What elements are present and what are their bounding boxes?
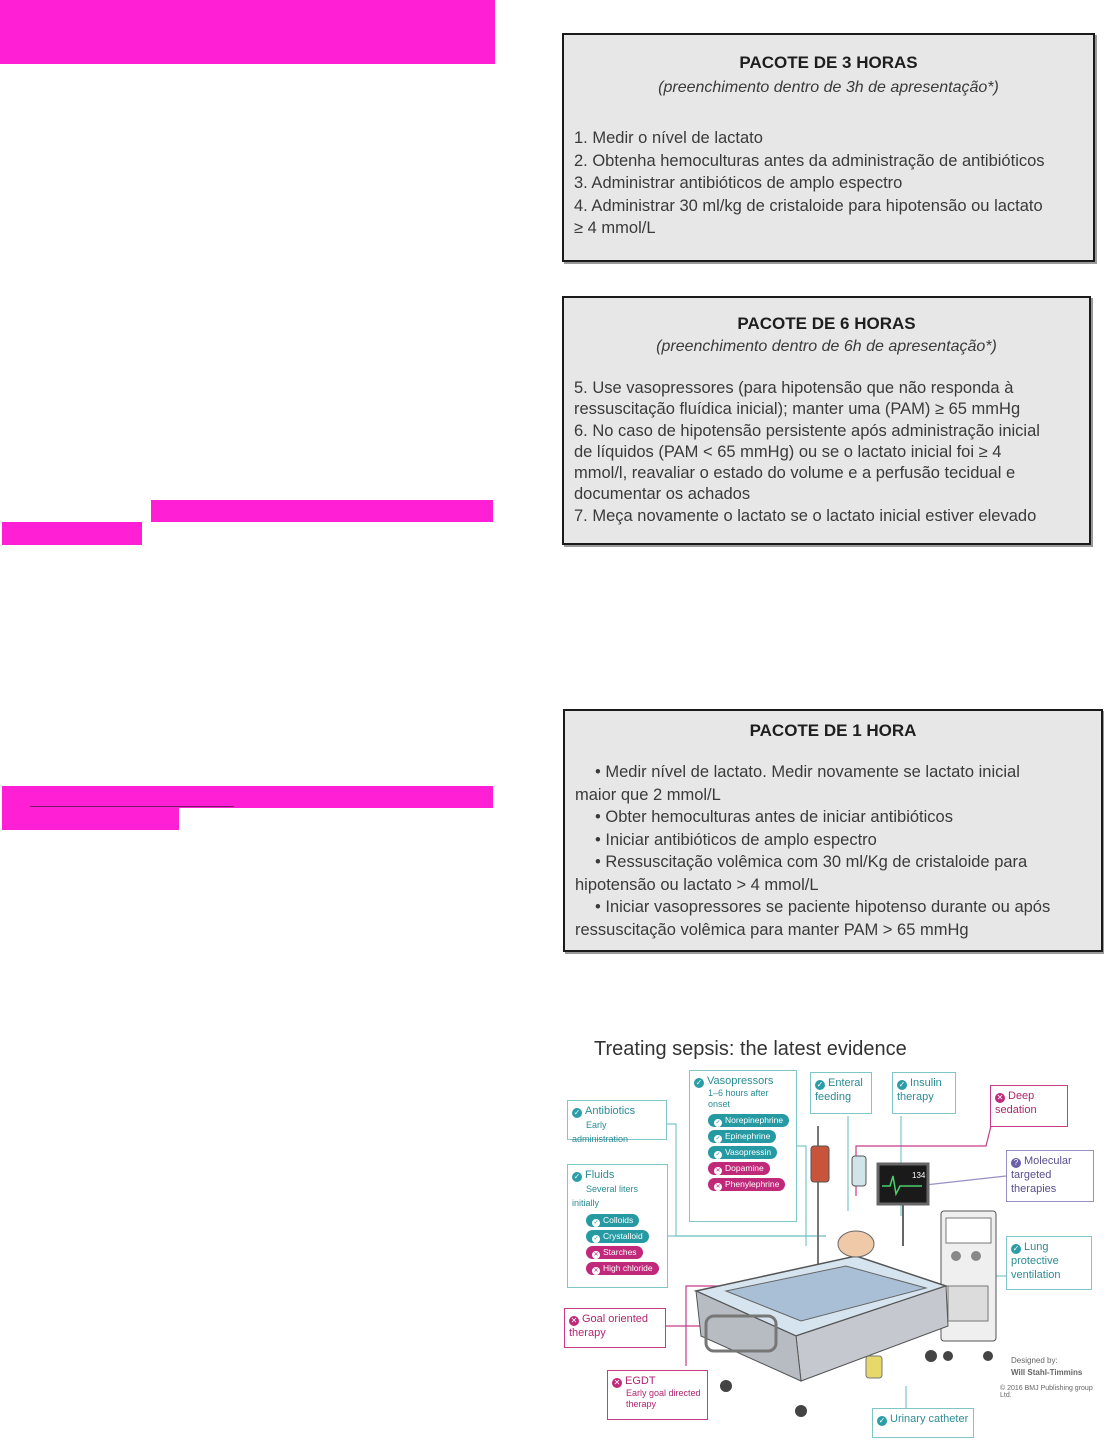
bundle-3h-title: PACOTE DE 3 HORAS (739, 53, 918, 72)
check-icon: ✓ (695, 1078, 703, 1087)
bundle-1h-line: • Iniciar vasopressores se paciente hipotenso durante ou após (595, 898, 1051, 916)
card-insulin-therapy (892, 1072, 956, 1114)
bundle-6h-line: 7. Meça novamente o lactato se o lactato inicial estiver elevado (574, 506, 1037, 525)
egdt-label: EGDT (625, 1375, 656, 1387)
bundle-6h-line: 6. No caso de hipotensão persistente após administração inicial (574, 421, 1040, 440)
bundle-1h-line: hipotensão ou lactato > 4 mmol/L (575, 875, 819, 894)
bundle-1h-line: • Medir nível de lactato. Medir novamente se lactato inicial (595, 763, 1020, 781)
pill-colloids: ✓ Colloids (586, 1214, 639, 1227)
bundle-1h-line: ressuscitação volêmica para manter PAM > 65 mmHg (575, 920, 969, 939)
bundle-6h-line: documentar os achados (574, 485, 751, 504)
bundle-3h-line: ≥ 4 mmol/L (574, 219, 656, 237)
fluids-sub: Several liters initially (572, 1184, 639, 1208)
highlight-bar-2a (2, 786, 493, 808)
monitor-value: 134 (912, 1171, 926, 1180)
card-fluids (567, 1164, 668, 1288)
credit-designed-by: Designed by: (1011, 1356, 1058, 1365)
enteral-label: Enteral feeding (815, 1077, 863, 1103)
check-icon: ✓ (878, 1416, 886, 1425)
question-icon: ? (1011, 1158, 1021, 1168)
egdt-sub: Early goal directed therapy (626, 1388, 701, 1409)
bundle-3h-line: 4. Administrar 30 ml/kg de cristaloide para hipotensão ou lactato (574, 196, 1043, 215)
check-icon: ✓ (898, 1080, 906, 1089)
pill-vasopressin: ✓ Vasopressin (708, 1146, 777, 1159)
cross-icon: ✕ (593, 1268, 599, 1274)
bundle-3h-lines (564, 127, 1093, 240)
cross-icon: ✕ (570, 1316, 578, 1325)
cross-icon: ✕ (715, 1184, 721, 1190)
card-antibiotics (567, 1100, 667, 1144)
infographic-title: Treating sepsis: the latest evidence (594, 1038, 907, 1060)
cross-icon: ✕ (613, 1378, 621, 1387)
card-egdt (607, 1370, 708, 1420)
bundle-6h-line: ressuscitação fluídica inicial); manter uma (PAM) ≥ 65 mmHg (574, 400, 1021, 419)
bundle-3h-line: 1. Medir o nível de lactato (574, 129, 763, 147)
check-icon: ✓ (1012, 1244, 1020, 1253)
check-icon: ✓ (715, 1136, 721, 1142)
lung-label: Lung protective ventilation (1011, 1241, 1061, 1281)
sepsis-infographic (556, 1036, 1096, 1442)
check-icon: ✓ (593, 1220, 599, 1226)
bundle-3h-line: 3. Administrar antibióticos de amplo espectro (574, 174, 903, 192)
check-icon: ✓ (573, 1108, 581, 1117)
bundle-3h-subtitle: (preenchimento dentro de 3h de apresentação*) (658, 79, 999, 96)
check-icon: ✓ (816, 1080, 824, 1089)
bundle-6h-line: mmol/l, reavaliar o estado do volume e a perfusão tecidual e (574, 464, 1016, 483)
insulin-label: Insulin therapy (897, 1077, 942, 1103)
fluids-label: Fluids (585, 1169, 615, 1181)
deep-sedation-label: Deep sedation (995, 1090, 1037, 1116)
molecular-label: Molecular targeted therapies (1011, 1155, 1072, 1195)
bundle-6h-line: de líquidos (PAM < 65 mmHg) ou se o lactato inicial foi ≥ 4 (574, 442, 1002, 461)
cross-icon: ✕ (593, 1252, 599, 1258)
header-highlight-bar (0, 0, 495, 64)
cross-icon: ✕ (996, 1093, 1004, 1102)
pill-norepinephrine: ✓ Norepinephrine (708, 1114, 789, 1127)
bundle-3h-line: 2. Obtenha hemoculturas antes da administração de antibióticos (574, 151, 1045, 170)
pill-dopamine: ✕ Dopamine (708, 1162, 770, 1175)
card-deep-sedation (990, 1085, 1068, 1127)
card-enteral-feeding (810, 1072, 872, 1114)
highlight-bar-1b (2, 522, 142, 545)
cross-icon: ✕ (715, 1168, 721, 1174)
vasopressors-sub: 1–6 hours after onset (708, 1088, 769, 1109)
bundle-6h-title: PACOTE DE 6 HORAS (737, 314, 916, 333)
card-goal-oriented-therapy (564, 1308, 666, 1348)
bundle-6h-lines (564, 378, 1089, 527)
bundle-1h-line: maior que 2 mmol/L (575, 785, 721, 804)
antibiotics-sub: Early administration (572, 1120, 629, 1144)
pill-epinephrine: ✓ Epinephrine (708, 1130, 776, 1143)
bundle-6h-box (562, 296, 1091, 545)
bundle-1h-line: • Iniciar antibióticos de amplo espectro (595, 830, 877, 849)
pill-phenylephrine: ✕ Phenylephrine (708, 1178, 785, 1191)
pill-starches: ✕ Starches (586, 1246, 643, 1259)
bundle-1h-line: • Ressuscitação volêmica com 30 ml/Kg de cristaloide para (595, 853, 1028, 871)
antibiotics-label: Antibiotics (585, 1105, 636, 1117)
vasopressors-label: Vasopressors (707, 1075, 774, 1087)
check-icon: ✓ (715, 1120, 721, 1126)
pill-crystalloid: ✓ Crystalloid (586, 1230, 649, 1243)
credit-designer: Will Stahl-Timmins (1011, 1368, 1083, 1377)
goal-label: Goal oriented therapy (569, 1313, 649, 1339)
highlight-underline (30, 806, 234, 807)
bundle-1h-title: PACOTE DE 1 HORA (749, 721, 917, 740)
card-vasopressors (689, 1070, 797, 1222)
highlight-bar-1a (151, 500, 493, 522)
card-urinary-catheter (872, 1408, 974, 1438)
card-lung-ventilation (1006, 1236, 1092, 1290)
card-molecular-therapies (1006, 1150, 1094, 1202)
bundle-1h-box (563, 709, 1103, 952)
bundle-6h-subtitle: (preenchimento dentro de 6h de apresentação*) (656, 338, 997, 355)
check-icon: ✓ (573, 1172, 581, 1181)
bundle-1h-lines (565, 761, 1101, 941)
highlight-bar-2b (2, 808, 179, 830)
bundle-6h-line: 5. Use vasopressores (para hipotensão que não responda à (574, 379, 1014, 397)
bundle-3h-box (562, 33, 1095, 262)
urinary-label: Urinary catheter (890, 1413, 969, 1425)
credit-copyright: © 2016 BMJ Publishing group Ltd. (1000, 1385, 1093, 1399)
pill-high-chloride: ✕ High chloride (586, 1262, 659, 1275)
check-icon: ✓ (593, 1236, 599, 1242)
check-icon: ✓ (715, 1152, 721, 1158)
bundle-1h-line: • Obter hemoculturas antes de iniciar antibióticos (595, 808, 953, 826)
